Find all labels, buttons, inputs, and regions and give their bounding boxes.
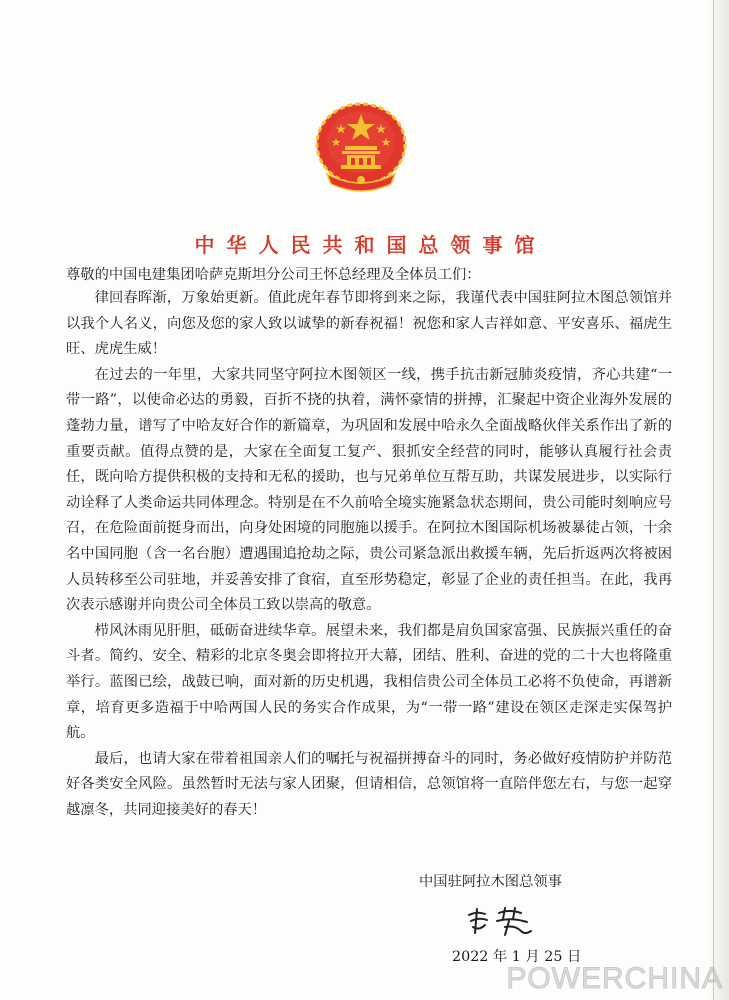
national-emblem-icon	[309, 100, 413, 192]
letter-paragraph-1: 律回春晖渐，万象始更新。值此虎年春节即将到来之际，我谨代表中国驻阿拉木图总领馆并以我个人名义，向您及您的家人致以诚挚的新春祝福！祝您和家人吉祥如意、平安喜乐、福虎生旺、虎虎生威！	[66, 290, 672, 358]
letter-date: 2022 年 1 月 25 日	[452, 949, 582, 965]
powerchina-watermark: POWERCHINA	[506, 962, 723, 995]
page-edge-line	[713, 0, 714, 1000]
letter-paragraph-2: 在过去的一年里，大家共同坚守阿拉木图领区一线，携手抗击新冠肺炎疫情，齐心共建“一带一路”，以使命必达的勇毅，百折不挠的执着，满怀豪情的拼搏，汇聚起中资企业海外发展的蓬勃力量，谱写了中哈友好合作的新篇章，为巩固和发展中哈永久全面战略伙伴关系作出了新的重要贡献。值得点赞的是，大家在全面复工复产、狠抓安全经营的同时，能够认真履行社会责任，既向哈方提供积极的支持和无私的援助，也与兄弟单位互帮互助，共谋发展进步，以实际行动诠释了人类命运共同体理念。特别是在不久前哈全境实施紧急状态期间，贵公司能时刻响应号召，在危险面前挺身而出，向身处困境的同胞施以援手。在阿拉木图国际机场被暴徒占领，十余名中国同胞（含一名台胞）遭遇围追抢劫之际，贵公司紧急派出救援车辆，先后折返两次将被困人员转移至公司驻地，并妥善安排了食宿，直至形势稳定，彰显了企业的责任担当。在此，我再次表示感谢并向贵公司全体员工致以崇高的敬意。	[66, 366, 672, 614]
letter-paragraph-4: 最后，也请大家在带着祖国亲人们的嘱托与祝福拼搏奋斗的同时，务必做好疫情防护并防范好各类安全风险。虽然暂时无法与家人团聚，但请相信，总领馆将一直陪伴您左右，与您一起穿越凛冬，共同迎接美好的春天！	[66, 750, 672, 818]
signer-title: 中国驻阿拉木图总领事	[419, 874, 562, 890]
page-edge-shadow	[709, 0, 729, 1000]
handwritten-signature	[465, 905, 545, 937]
consulate-title: 中华人民共和国总领事馆	[194, 233, 547, 257]
letter-body	[66, 286, 672, 823]
letter-salutation: 尊敬的中国电建集团哈萨克斯坦分公司王怀总经理及全体员工们：	[66, 267, 481, 283]
letter-paragraph-3: 栉风沐雨见肝胆，砥砺奋进续华章。展望未来，我们都是肩负国家富强、民族振兴重任的奋斗者。简约、安全、精彩的北京冬奥会即将拉开大幕，团结、胜利、奋进的党的二十大也将隆重举行。蓝图已绘，战鼓已响，面对新的历史机遇，我相信贵公司全体员工必将不负使命，再谱新章，培育更多造福于中哈两国人民的务实合作成果，为“一带一路”建设在领区走深走实保驾护航。	[66, 622, 672, 742]
